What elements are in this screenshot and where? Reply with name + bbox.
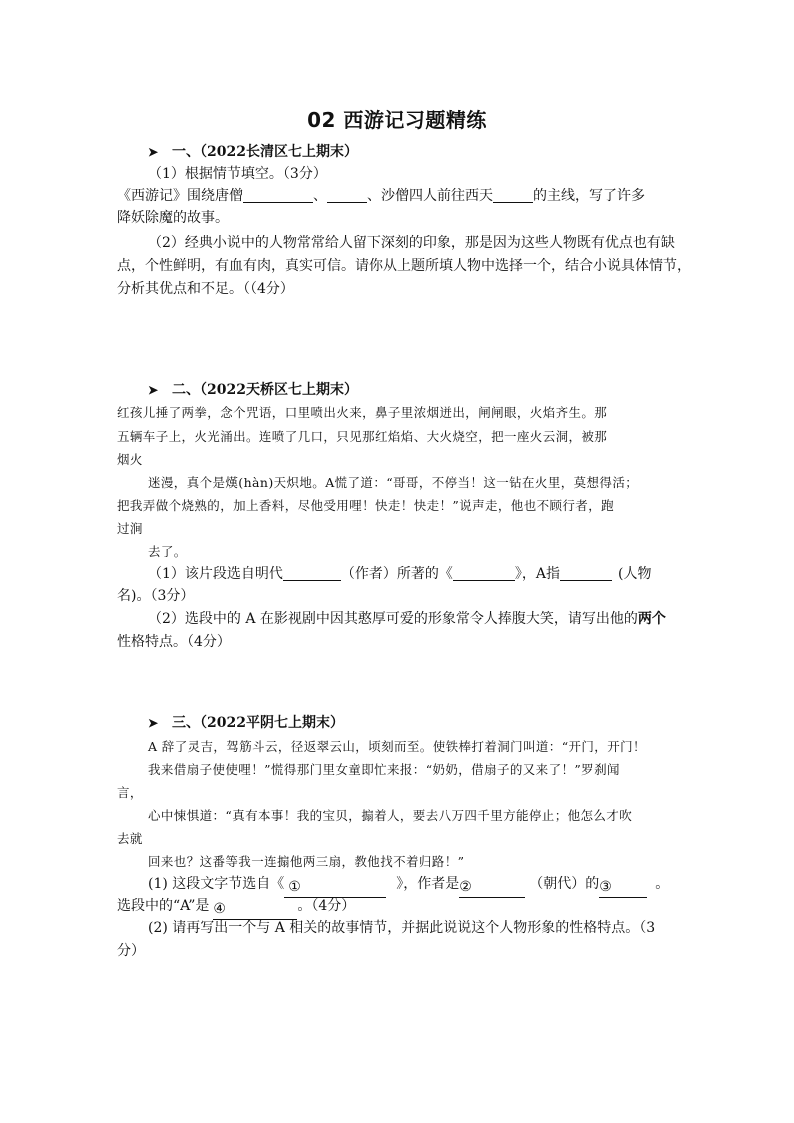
section-3-title: 三、（2022平阴七上期末） [172, 715, 344, 731]
s3-passage-line: 言， [117, 785, 143, 800]
text-span: 、 [313, 188, 327, 204]
answer-blank-3[interactable] [599, 877, 647, 898]
text-span: (人物 [618, 566, 652, 582]
s3-passage-line: 我来借扇子使使哩！”慌得那门里女童即忙来报：“奶奶，借扇子的又来了！”罗刹闻 [148, 762, 620, 777]
section-3-heading [148, 713, 344, 733]
s1-q2-line2: 点，个性鲜明，有血有肉，真实可信。请你从上题所填人物中选择一个，结合小说具体情节， [117, 258, 691, 274]
marker-3: ③ [599, 879, 612, 895]
text-span: 、沙僧四人前往西天 [367, 188, 493, 204]
s2-q2-line1 [148, 609, 666, 629]
s3-q1-line1 [148, 874, 669, 898]
marker-1: ① [288, 879, 301, 895]
text-span: （作者）所著的《 [340, 566, 453, 582]
s2-passage-line: 红孩儿捶了两拳，念个咒语，口里喷出火来，鼻子里浓烟迸出，闸闸眼，火焰齐生。那 [117, 405, 608, 420]
s1-q1-label: （1）根据情节填空。（3分） [148, 166, 327, 182]
answer-blank[interactable] [243, 188, 313, 203]
s1-q2-line3: 分析其优点和不足。（（4分） [117, 281, 294, 297]
s3-passage-line: 去就 [117, 831, 143, 846]
s2-passage-line: 五辆车子上，火光涌出。连喷了几口，只见那红焰焰、大火烧空，把一座火云洞，被那 [117, 429, 608, 444]
s1-q1-line2: 降妖除魔的故事。 [117, 210, 229, 226]
answer-blank[interactable] [453, 566, 515, 581]
section-2-heading [148, 380, 358, 400]
text-span: 。（4分） [297, 898, 356, 914]
section-2-title: 二、（2022天桥区七上期末） [172, 382, 358, 398]
s3-q1-line2 [117, 896, 355, 920]
s2-passage-line: 烟火 [117, 452, 143, 467]
s2-passage-line: 把我弄做个烧熟的，加上香料，尽他受用哩！快走！快走！”说声走，他也不顾行者，跑 [117, 498, 614, 513]
text-span: （1）该片段选自明代 [148, 566, 283, 582]
answer-blank-2[interactable] [459, 877, 525, 898]
s2-q1-line1 [148, 564, 652, 584]
arrow-bullet-icon: ➤ [148, 145, 159, 159]
text-span: 《西游记》围绕唐僧 [117, 188, 243, 204]
answer-blank-4[interactable] [213, 899, 297, 920]
s3-passage-line: 心中悚惧道：“真有本事！我的宝贝，搧着人，要去八万四千里方能停止；他怎么才吹 [148, 808, 633, 823]
arrow-bullet-icon: ➤ [148, 383, 159, 397]
answer-blank[interactable] [327, 188, 367, 203]
s1-q2-line1: （2）经典小说中的人物常常给人留下深刻的印象，那是因为这些人物既有优点也有缺 [148, 235, 675, 251]
s3-q2-line2: 分） [117, 943, 145, 959]
section-1-title: 一、（2022长清区七上期末） [172, 144, 358, 160]
s2-passage-line: 迷漫，真个是熯(hàn)天炽地。A慌了道：“哥哥，不停当！这一钻在火里，莫想得活； [148, 475, 639, 490]
answer-blank[interactable] [493, 188, 533, 203]
text-span: 。 [655, 876, 670, 892]
answer-blank[interactable] [560, 566, 612, 581]
section-1-heading [148, 142, 358, 162]
text-span: 选段中的“A”是 [117, 898, 210, 914]
answer-blank[interactable] [283, 566, 341, 581]
text-span: (1) 这段文字节选自《 [148, 876, 285, 892]
s3-passage-line: 回来也？这番等我一连搧他两三扇，教他找不着归路！” [148, 854, 465, 869]
s2-passage-line: 过涧 [117, 521, 143, 536]
emphasis-text: 两个 [637, 611, 666, 627]
text-span: （2）选段中的 A 在影视剧中因其憨厚可爱的形象常令人捧腹大笑，请写出他的 [148, 611, 638, 627]
s3-passage-line: A 辞了灵吉，驾筋斗云，径返翠云山，顷刻而至。使铁棒打着洞门叫道：“开门，开门！ [148, 739, 646, 754]
s1-q1-fill-line [117, 186, 645, 206]
text-span: 》，A指 [514, 566, 561, 582]
marker-4: ④ [213, 901, 226, 917]
text-span: 》，作者是 [396, 876, 460, 892]
answer-blank-1[interactable] [284, 877, 386, 898]
page-title: 02 西游记习题精练 [307, 108, 487, 132]
s2-q1-line2: 名)。（3分） [117, 588, 195, 604]
s3-q2-line1: (2) 请再写出一个与 A 相关的故事情节，并据此说说这个人物形象的性格特点。（3 [148, 920, 656, 936]
arrow-bullet-icon: ➤ [148, 716, 159, 730]
s2-passage-line: 去了。 [148, 544, 187, 559]
text-span: （朝代）的 [529, 876, 600, 892]
s2-q2-line2: 性格特点。（4分） [117, 634, 231, 650]
marker-2: ② [459, 879, 472, 895]
text-span: 的主线，写了许多 [533, 188, 645, 204]
